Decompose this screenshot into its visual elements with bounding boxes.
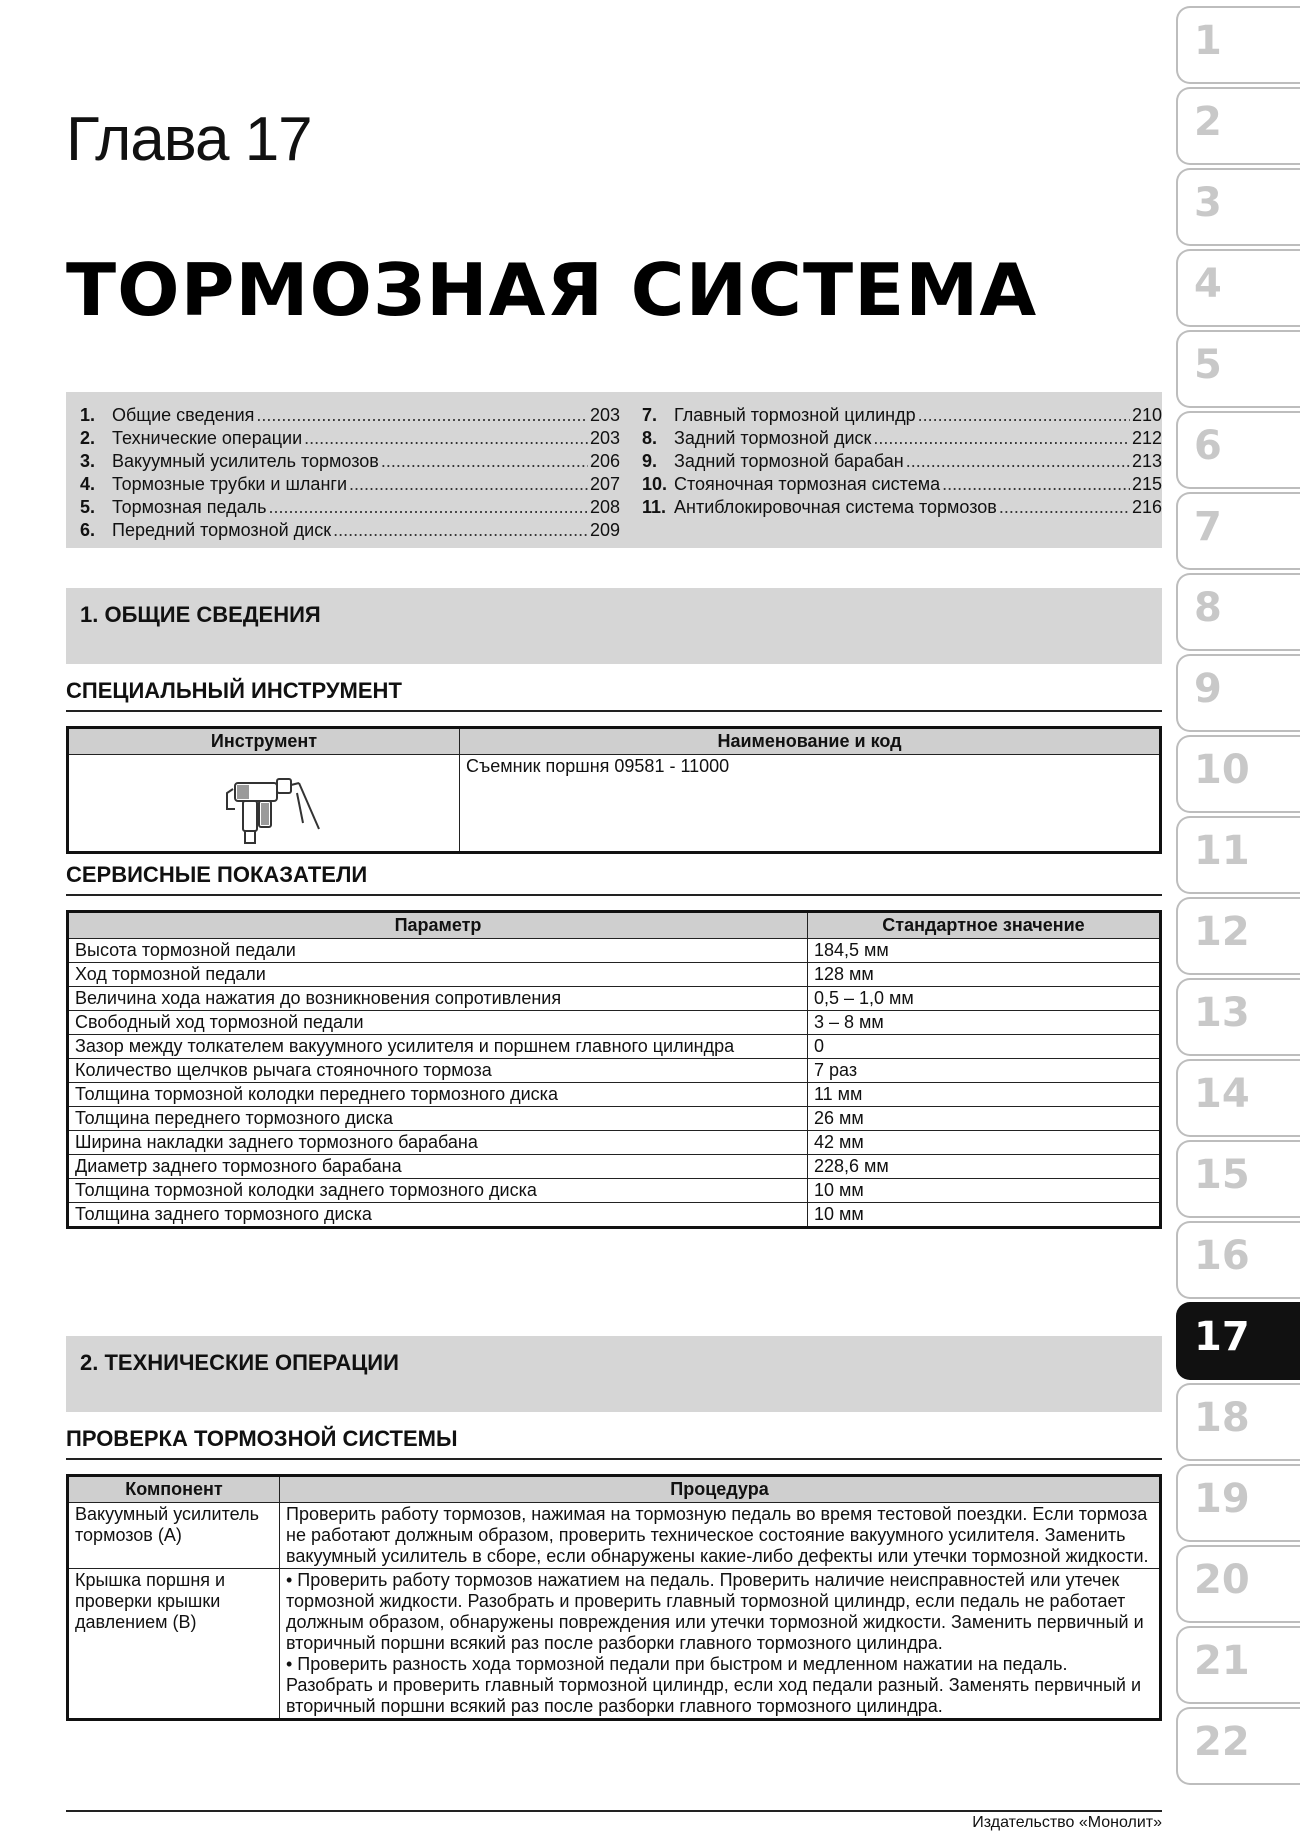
toc-page: 216 xyxy=(1131,497,1162,517)
value-cell: 11 мм xyxy=(808,1083,1161,1107)
toc-page: 203 xyxy=(589,428,620,448)
tool-image-cell xyxy=(68,755,460,853)
chapter-tab-11[interactable]: 11 xyxy=(1176,816,1300,894)
toc-number: 1. xyxy=(80,405,96,425)
table-row xyxy=(68,1059,1161,1083)
toc-number: 10. xyxy=(642,474,668,494)
piston-puller-icon xyxy=(215,761,335,851)
toc-text: Задний тормозной барабан xyxy=(674,451,904,471)
table-row xyxy=(68,1011,1161,1035)
chapter-title: ТОРМОЗНАЯ СИСТЕМА xyxy=(66,248,1038,332)
publisher-credit: Издательство «Монолит» xyxy=(972,1814,1162,1831)
toc-item[interactable] xyxy=(642,496,1162,519)
value-cell: 128 мм xyxy=(808,963,1161,987)
param-cell: Свободный ход тормозной педали xyxy=(68,1011,808,1035)
toc-text: Антиблокировочная система тормозов xyxy=(674,497,997,517)
toc-number: 3. xyxy=(80,451,96,471)
value-cell: 228,6 мм xyxy=(808,1155,1161,1179)
section-band-general xyxy=(66,588,1162,664)
param-cell: Количество щелчков рычага стояночного тормоза xyxy=(68,1059,808,1083)
toc-item[interactable] xyxy=(80,427,620,450)
toc-number: 6. xyxy=(80,520,96,540)
param-cell: Толщина тормозной колодки заднего тормозного диска xyxy=(68,1179,808,1203)
chapter-tab-12[interactable]: 12 xyxy=(1176,897,1300,975)
toc-number: 9. xyxy=(642,451,658,471)
table-row xyxy=(68,1503,1161,1569)
toc-text: Задний тормозной диск xyxy=(674,428,872,448)
table-row xyxy=(68,1035,1161,1059)
chapter-tab-3[interactable]: 3 xyxy=(1176,168,1300,246)
toc-number: 5. xyxy=(80,497,96,517)
toc-text: Стояночная тормозная система xyxy=(674,474,941,494)
chapter-tab-18[interactable]: 18 xyxy=(1176,1383,1300,1461)
toc-page: 208 xyxy=(589,497,620,517)
toc-page: 213 xyxy=(1131,451,1162,471)
table-row xyxy=(68,1131,1161,1155)
value-cell: 184,5 мм xyxy=(808,939,1161,963)
section-title: 1. ОБЩИЕ СВЕДЕНИЯ xyxy=(80,602,321,627)
toc-text: Технические операции xyxy=(112,428,303,448)
toc-number: 4. xyxy=(80,474,96,494)
table-row xyxy=(68,1179,1161,1203)
toc-text: Вакуумный усилитель тормозов xyxy=(112,451,379,471)
section-title: 2. ТЕХНИЧЕСКИЕ ОПЕРАЦИИ xyxy=(80,1350,399,1375)
toc-column-left xyxy=(80,404,620,540)
procedure-bullet: • Проверить разность хода тормозной педали при быстром и медленном нажатии на педаль. Разобрать и проверить главный тормозной цилиндр, если ход педали разный. Заменять первичный и вторичный поршни всякий раз после разборки главного тормозного цилиндра. xyxy=(286,1654,1142,1716)
toc-leader xyxy=(256,404,588,427)
chapter-tab-22[interactable]: 22 xyxy=(1176,1707,1300,1785)
toc-leader xyxy=(942,473,1130,496)
value-cell: 42 мм xyxy=(808,1131,1161,1155)
toc-leader xyxy=(999,496,1130,519)
toc-leader xyxy=(918,404,1130,427)
toc-number: 8. xyxy=(642,428,658,448)
toc-item[interactable] xyxy=(642,473,1162,496)
chapter-tab-17-active[interactable]: 17 xyxy=(1176,1302,1300,1380)
toc-item[interactable] xyxy=(80,450,620,473)
component-cell: Крышка поршня и проверки крышки давлением (В) xyxy=(68,1569,280,1720)
table-of-contents xyxy=(66,392,1162,548)
toc-page: 210 xyxy=(1131,405,1162,425)
chapter-tab-9[interactable]: 9 xyxy=(1176,654,1300,732)
table-header-row xyxy=(68,912,1161,939)
toc-leader xyxy=(906,450,1130,473)
value-cell: 0,5 – 1,0 мм xyxy=(808,987,1161,1011)
toc-item[interactable] xyxy=(642,450,1162,473)
tool-name-cell: Съемник поршня 09581 - 11000 xyxy=(460,755,1161,853)
table-row xyxy=(68,1569,1161,1720)
footer-rule xyxy=(66,1810,1162,1812)
value-cell: 26 мм xyxy=(808,1107,1161,1131)
toc-text: Тормозная педаль xyxy=(112,497,267,517)
column-header-tool: Инструмент xyxy=(68,728,460,755)
toc-item[interactable] xyxy=(80,473,620,496)
table-header-row xyxy=(68,1476,1161,1503)
param-cell: Толщина тормозной колодки переднего тормозного диска xyxy=(68,1083,808,1107)
table-header-row xyxy=(68,728,1161,755)
service-heading: СЕРВИСНЫЕ ПОКАЗАТЕЛИ xyxy=(66,862,1162,896)
param-cell: Высота тормозной педали xyxy=(68,939,808,963)
chapter-tabs xyxy=(1176,0,1300,1839)
chapter-tab-21[interactable]: 21 xyxy=(1176,1626,1300,1704)
toc-item[interactable] xyxy=(642,404,1162,427)
check-heading: ПРОВЕРКА ТОРМОЗНОЙ СИСТЕМЫ xyxy=(66,1426,1162,1460)
value-cell: 3 – 8 мм xyxy=(808,1011,1161,1035)
column-header-name: Наименование и код xyxy=(460,728,1161,755)
column-header-procedure: Процедура xyxy=(280,1476,1161,1503)
table-row xyxy=(68,1083,1161,1107)
chapter-tab-6[interactable]: 6 xyxy=(1176,411,1300,489)
chapter-tab-14[interactable]: 14 xyxy=(1176,1059,1300,1137)
special-tool-table xyxy=(66,726,1162,854)
chapter-tab-15[interactable]: 15 xyxy=(1176,1140,1300,1218)
toc-column-right xyxy=(642,404,1162,536)
chapter-tab-19[interactable]: 19 xyxy=(1176,1464,1300,1542)
column-header-component: Компонент xyxy=(68,1476,280,1503)
column-header-value: Стандартное значение xyxy=(808,912,1161,939)
chapter-label: Глава 17 xyxy=(66,105,312,174)
table-row xyxy=(68,939,1161,963)
chapter-tab-2[interactable]: 2 xyxy=(1176,87,1300,165)
param-cell: Толщина заднего тормозного диска xyxy=(68,1203,808,1228)
section-band-operations xyxy=(66,1336,1162,1412)
check-table xyxy=(66,1474,1162,1721)
toc-text: Главный тормозной цилиндр xyxy=(674,405,916,425)
value-cell: 10 мм xyxy=(808,1203,1161,1228)
param-cell: Величина хода нажатия до возникновения сопротивления xyxy=(68,987,808,1011)
table-row xyxy=(68,1203,1161,1228)
param-cell: Ход тормозной педали xyxy=(68,963,808,987)
chapter-tab-20[interactable]: 20 xyxy=(1176,1545,1300,1623)
chapter-tab-8[interactable]: 8 xyxy=(1176,573,1300,651)
component-cell: Вакуумный усилитель тормозов (А) xyxy=(68,1503,280,1569)
special-tool-heading: СПЕЦИАЛЬНЫЙ ИНСТРУМЕНТ xyxy=(66,678,1162,712)
toc-item[interactable] xyxy=(642,427,1162,450)
table-row xyxy=(68,1107,1161,1131)
toc-number: 11. xyxy=(642,497,667,517)
toc-page: 206 xyxy=(589,451,620,471)
toc-page: 207 xyxy=(589,474,620,494)
chapter-tab-1[interactable]: 1 xyxy=(1176,6,1300,84)
toc-text: Общие сведения xyxy=(112,405,255,425)
toc-leader xyxy=(349,473,588,496)
param-cell: Зазор между толкателем вакуумного усилителя и поршнем главного цилиндра xyxy=(68,1035,808,1059)
toc-page: 203 xyxy=(589,405,620,425)
chapter-tab-16[interactable]: 16 xyxy=(1176,1221,1300,1299)
toc-leader xyxy=(333,519,588,542)
toc-number: 2. xyxy=(80,428,96,448)
table-row xyxy=(68,987,1161,1011)
procedure-cell xyxy=(280,1569,1161,1720)
toc-item[interactable] xyxy=(80,404,620,427)
value-cell: 7 раз xyxy=(808,1059,1161,1083)
table-row xyxy=(68,963,1161,987)
toc-leader xyxy=(381,450,588,473)
toc-leader xyxy=(304,427,588,450)
param-cell: Диаметр заднего тормозного барабана xyxy=(68,1155,808,1179)
param-cell: Толщина переднего тормозного диска xyxy=(68,1107,808,1131)
toc-number: 7. xyxy=(642,405,658,425)
param-cell: Ширина накладки заднего тормозного барабана xyxy=(68,1131,808,1155)
toc-page: 212 xyxy=(1131,428,1162,448)
chapter-tab-5[interactable]: 5 xyxy=(1176,330,1300,408)
toc-item[interactable] xyxy=(80,496,620,519)
toc-text: Тормозные трубки и шланги xyxy=(112,474,348,494)
toc-item[interactable] xyxy=(80,519,620,542)
chapter-tab-4[interactable]: 4 xyxy=(1176,249,1300,327)
toc-text: Передний тормозной диск xyxy=(112,520,332,540)
chapter-tab-13[interactable]: 13 xyxy=(1176,978,1300,1056)
value-cell: 10 мм xyxy=(808,1179,1161,1203)
table-row xyxy=(68,1155,1161,1179)
procedure-bullet: • Проверить работу тормозов нажатием на педаль. Проверить наличие неисправностей или утечек тормозной жидкости. Разобрать и проверить главный тормозной цилиндр, если педаль не работает должным образом, обнаружены повреждения или утечки тормозной жидкости. Заменить первичный и вторичный поршни всякий раз после разборки главного тормозного цилиндра. xyxy=(286,1570,1144,1653)
toc-leader xyxy=(873,427,1130,450)
chapter-tab-7[interactable]: 7 xyxy=(1176,492,1300,570)
value-cell: 0 xyxy=(808,1035,1161,1059)
chapter-tab-10[interactable]: 10 xyxy=(1176,735,1300,813)
toc-page: 209 xyxy=(589,520,620,540)
service-table xyxy=(66,910,1162,1229)
toc-leader xyxy=(269,496,588,519)
toc-page: 215 xyxy=(1131,474,1162,494)
table-row xyxy=(68,755,1161,853)
procedure-cell: Проверить работу тормозов, нажимая на тормозную педаль во время тестовой поездки. Если тормоза не работают должным образом, проверить техническое состояние вакуумного усилителя. Заменить вакуумный усилитель в сборе, если обнаружены какие-либо дефекты или утечки тормозной жидкости. xyxy=(280,1503,1161,1569)
column-header-param: Параметр xyxy=(68,912,808,939)
